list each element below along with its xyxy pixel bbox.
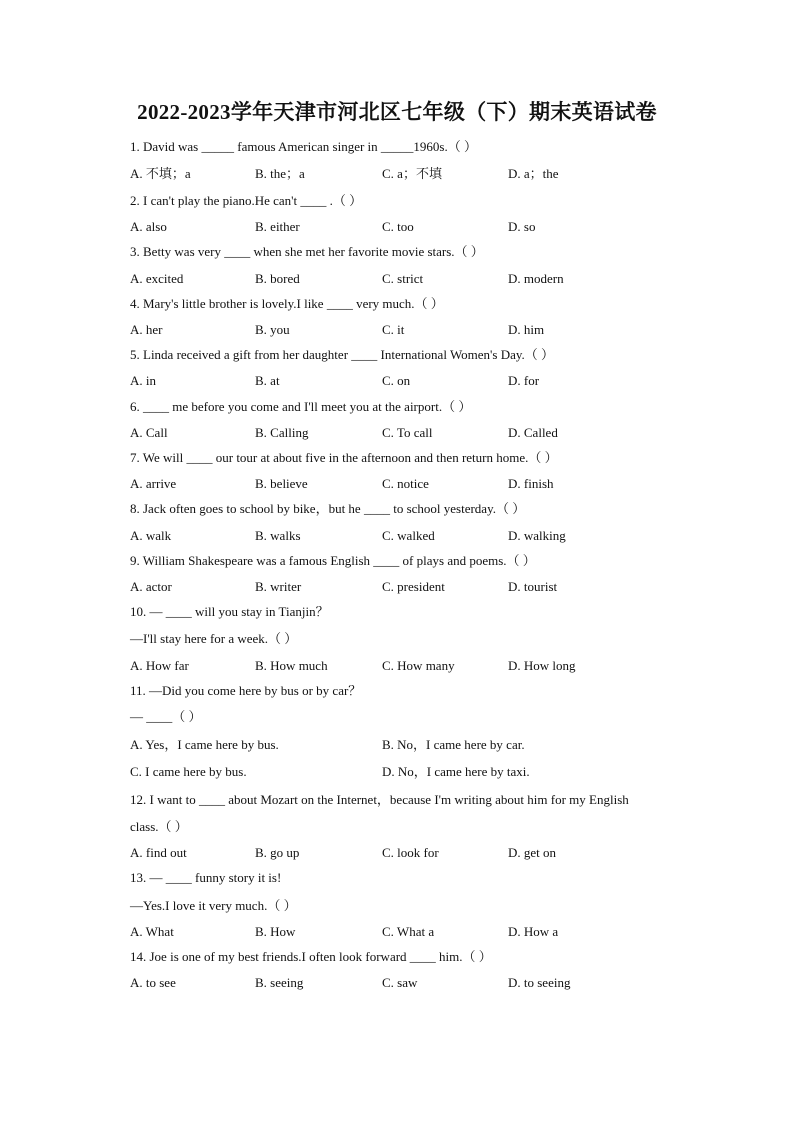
question-stem: 8. Jack often goes to school by bike，but he ____ to school yesterday.（ ） — [130, 501, 526, 516]
question-stem: 14. Joe is one of my best friends.I often look forward ____ him.（ ） — [130, 949, 492, 964]
option-a: A. arrive — [130, 476, 177, 491]
option-b: B. How — [255, 924, 296, 939]
option-a: A. to see — [130, 975, 176, 990]
option-c: C. on — [382, 373, 411, 388]
option-b: B. at — [255, 373, 280, 388]
option-a: A. her — [130, 322, 163, 337]
option-c: C. What a — [382, 924, 435, 939]
option-d: D. finish — [508, 476, 554, 491]
question-reply: — ____（ ） — [130, 709, 202, 724]
option-b: B. either — [255, 219, 300, 234]
option-d: D. How a — [508, 924, 559, 939]
option-b: B. believe — [255, 476, 308, 491]
option-d: D. so — [508, 219, 536, 234]
question-stem: 12. I want to ____ about Mozart on the Internet，because I'm writing about him for my English — [130, 792, 629, 807]
option-d: D. to seeing — [508, 975, 571, 990]
option-d: D. him — [508, 322, 545, 337]
option-d: D. get on — [508, 845, 557, 860]
option-a: A. also — [130, 219, 167, 234]
option-c: C. To call — [382, 425, 433, 440]
option-d: D. walking — [508, 528, 566, 543]
option-b: B. No，I came here by car. — [382, 737, 525, 752]
option-a: A. 不填；a — [130, 166, 191, 181]
option-b: B. Calling — [255, 425, 309, 440]
option-c: C. it — [382, 322, 405, 337]
option-c: C. too — [382, 219, 414, 234]
option-a: A. Yes，I came here by bus. — [130, 737, 279, 752]
question-stem: 13. — ____ funny story it is! — [130, 870, 282, 885]
option-c: C. I came here by bus. — [130, 764, 247, 779]
option-c: C. look for — [382, 845, 439, 860]
option-c: C. saw — [382, 975, 418, 990]
option-b: B. you — [255, 322, 290, 337]
page-title: 2022-2023学年天津市河北区七年级（下）期末英语试卷 — [137, 100, 657, 124]
option-c: C. strict — [382, 271, 424, 286]
option-b: B. How much — [255, 658, 328, 673]
option-d: D. for — [508, 373, 540, 388]
option-b: B. walks — [255, 528, 301, 543]
option-d: D. a；the — [508, 166, 559, 181]
question-stem: 1. David was _____ famous American singer in _____1960s.（ ） — [130, 139, 477, 154]
option-a: A. Call — [130, 425, 168, 440]
option-b: B. go up — [255, 845, 300, 860]
question-stem: 3. Betty was very ____ when she met her favorite movie stars.（ ） — [130, 244, 484, 259]
option-c: C. notice — [382, 476, 429, 491]
option-d: D. No，I came here by taxi. — [382, 764, 530, 779]
option-d: D. tourist — [508, 579, 558, 594]
question-reply: —Yes.I love it very much.（ ） — [130, 898, 297, 913]
option-a: A. find out — [130, 845, 187, 860]
option-c: C. president — [382, 579, 445, 594]
option-c: C. How many — [382, 658, 455, 673]
option-d: D. How long — [508, 658, 576, 673]
question-stem: 10. — ____ will you stay in Tianjin？ — [130, 604, 329, 619]
option-d: D. modern — [508, 271, 564, 286]
option-a: A. walk — [130, 528, 172, 543]
question-stem: 2. I can't play the piano.He can't ____ .（ ） — [130, 193, 363, 208]
question-stem: 7. We will ____ our tour at about five in the afternoon and then return home.（ ） — [130, 450, 558, 465]
option-a: A. actor — [130, 579, 172, 594]
question-stem: 4. Mary's little brother is lovely.I like ____ very much.（ ） — [130, 296, 444, 311]
option-c: C. a；不填 — [382, 166, 442, 181]
question-stem: 9. William Shakespeare was a famous English ____ of plays and poems.（ ） — [130, 553, 536, 568]
option-a: A. excited — [130, 271, 184, 286]
question-stem: 6. ____ me before you come and I'll meet you at the airport.（ ） — [130, 399, 472, 414]
option-b: B. the；a — [255, 166, 305, 181]
option-b: B. seeing — [255, 975, 304, 990]
question-reply: —I'll stay here for a week.（ ） — [130, 631, 298, 646]
option-b: B. writer — [255, 579, 302, 594]
question-stem: 5. Linda received a gift from her daughter ____ International Women's Day.（ ） — [130, 347, 555, 362]
option-a: A. What — [130, 924, 174, 939]
option-d: D. Called — [508, 425, 558, 440]
option-c: C. walked — [382, 528, 435, 543]
question-stem: 11. —Did you come here by bus or by car？ — [130, 683, 362, 698]
option-a: A. How far — [130, 658, 189, 673]
option-a: A. in — [130, 373, 156, 388]
question-continuation: class.（ ） — [130, 819, 188, 834]
option-b: B. bored — [255, 271, 300, 286]
